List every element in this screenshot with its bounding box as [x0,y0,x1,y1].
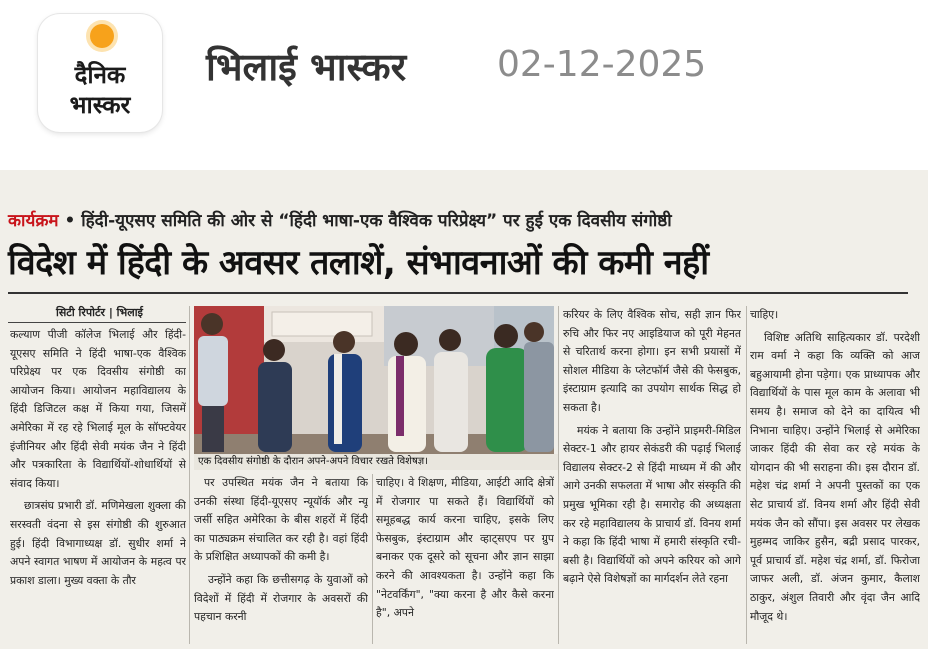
paragraph: चाहिए। [750,308,779,321]
headline-divider [8,292,908,294]
paragraph: कल्याण पीजी कॉलेज भिलाई और हिंदी-यूएसए समिति ने हिंदी भाषा-एक वैश्विक परिप्रेक्ष्य पर एक दिवसीय संगोष्ठी का आयोजन किया। आयोजन महाविद्यालय के हिंदी डिजिटल कक्ष में किया गया, जिसमें अमेरिका में रह रहे भिलाई मूल के सॉफ्टवेयर इंजीनियर और हिंदी सेवी मयंक जैन ने हिंदी और पत्रकारिता के विद्यार्थियों-शोधार्थियों से संवाद किया। [10,328,186,490]
article-headline: विदेश में हिंदी के अवसर तलाशें, संभावनाओं की कमी नहीं [8,243,709,283]
article-column-1 [10,326,186,646]
paragraph: चाहिए। वे शिक्षण, मीडिया, आईटी आदि क्षेत्रों में रोजगार पा सकते हैं। विद्यार्थियों को समूहबद्ध कार्य करना चाहिए, इसके लिए फेसबुक, इंस्टाग्राम और व्हाट्सएप पर ग्रुप बनाकर एक दूसरे को सूचना और ज्ञान साझा करने की आवश्यकता है। उन्होंने कहा कि "नेटवर्किंग", "क्या करना है और कैसे करना है", अपने [376,476,554,620]
dainik-bhaskar-logo[interactable] [38,14,162,132]
logo-text-line2: भास्कर [69,91,131,119]
paragraph: छात्रसंघ प्रभारी डॉ. मणिमेखला शुक्ला की सरस्वती वंदना से इस संगोष्ठी की शुरुआत हुई। हिंदी विभागाध्यक्ष डॉ. सुधीर शर्मा ने अपने स्वागत भाषण में आयोजन के महत्व पर प्रकाश डाला। मुख्य वक्ता के तौर [10,499,186,587]
paragraph: मयंक ने बताया कि उन्होंने प्राइमरी-मिडिल सेक्टर-1 और हायर सेकंडरी की पढ़ाई भिलाई विद्यालय सेक्टर-2 से हिंदी माध्यम में की और आगे उनकी सफलता में भाषा और संस्कृति की प्रमुख भूमिका रही है। समारोह की अध्यक्षता कर रहे महाविद्यालय के प्राचार्य डॉ. विनय शर्मा ने कहा कि हिंदी भाषा में हमारी संस्कृति रची-बसी है। विद्यार्थियों को अपने करियर को आगे बढ़ाने ऐसे विशेषज्ञों का मार्गदर्शन लेते रहना [563,423,741,586]
column-divider [558,306,559,644]
event-photo-illustration [194,306,554,454]
paragraph: उन्होंने कहा कि छत्तीसगढ़ के युवाओं को विदेशों में हिंदी में रोजगार के अवसरों की पहचान करनी [194,572,368,624]
logo-text-line1: दैनिक [74,61,126,89]
article-column-2 [194,474,368,646]
app-header [0,0,928,170]
article-column-4 [563,306,741,646]
edition-title: भिलाई भास्कर [206,45,407,89]
column-divider [372,474,373,644]
event-photo [194,306,554,454]
paragraph: पर उपस्थित मयंक जैन ने बताया कि उनकी संस्था हिंदी-यूएसए न्यूयॉर्क और न्यू जर्सी सहित अमेरिका के बीस शहरों में हिंदी का पाठ्यक्रम संचालित कर रही है। वहां हिंदी के प्रशिक्षित अध्यापकों की कमी है। [194,476,368,564]
article-column-3 [376,474,554,646]
edition-date: 02-12-2025 [497,44,707,85]
article-column-5 [750,306,920,646]
kicker-bullet: • [58,211,82,231]
column-divider [189,306,190,644]
article-kicker [8,208,672,231]
category-label: कार्यक्रम [8,211,59,231]
photo-caption: एक दिवसीय संगोष्ठी के दौरान अपने-अपने विचार रखते विशेषज्ञ। [194,454,558,470]
column-divider [746,306,747,644]
sun-icon [90,24,114,48]
byline-divider [8,322,186,323]
paragraph: करियर के लिए वैश्विक सोच, सही ज्ञान फिर रुचि और फिर नए आइडियाज को पूरी मेहनत से चरितार्थ करना होगा। इन सभी प्रयासों में सोशल मीडिया के प्लेटफॉर्म जैसे की फेसबुक, इंस्टाग्राम इत्यादि का उपयोग सार्थक सिद्ध हो सकता है। [563,308,741,414]
kicker-text: हिंदी-यूएसए समिति की ओर से “हिंदी भाषा-एक वैश्विक परिप्रेक्ष्य” पर हुई एक दिवसीय संगोष्ठी [81,211,672,231]
paragraph: विशिष्ट अतिथि साहित्यकार डॉ. परदेशी राम वर्मा ने कहा कि व्यक्ति को आज बहुआयामी होना पड़ेगा। एक प्राध्यापक और विद्यार्थियों के पास मूल काम के अलावा भी समय है। समाज को देने का दायित्व भी निभाना चाहिए। उन्होंने भिलाई से अमेरिका जाकर हिंदी की सेवा कर रहे मयंक के योगदान की भी सराहना की। इस दौरान डॉ. महेश चंद्र शर्मा ने अपनी पुस्तकों का एक सेट प्राचार्य डॉ. विनय शर्मा और हिंदी सेवी मयंक जैन को सौंपा। इस अवसर पर लेखक मुहम्मद जाकिर हुसैन, बद्री प्रसाद पारकर, पूर्व प्राचार्य डॉ. महेश चंद्र शर्मा, डॉ. फिरोजा जाफर अली, डॉ. अंजन कुमार, कैलाश ठाकुर, अंशुल तिवारी और वृंदा जैन आदि मौजूद थे। [750,330,920,623]
byline: सिटी रिपोर्टर | भिलाई [56,306,143,319]
